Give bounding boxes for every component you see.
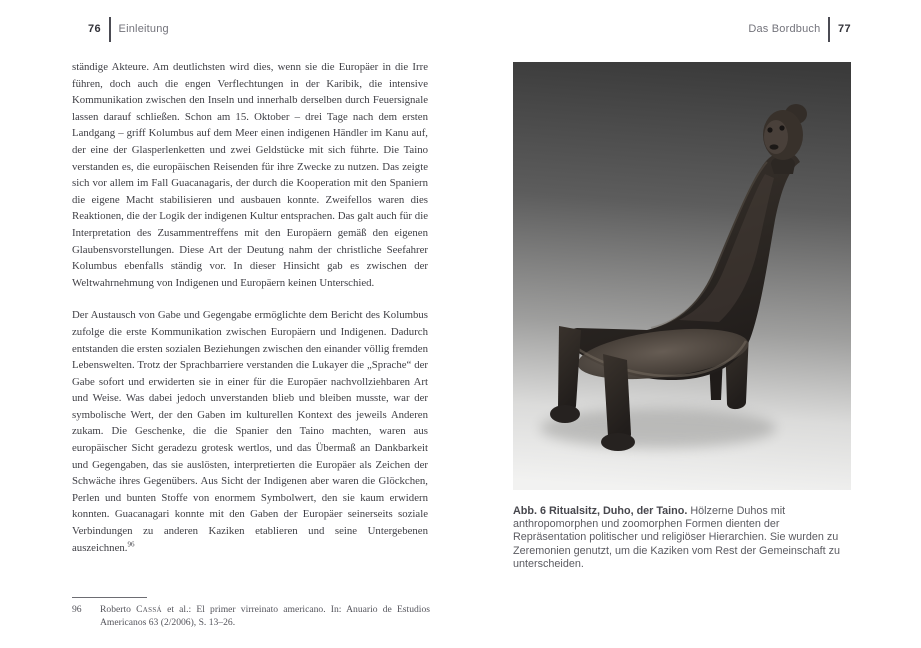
footnote-number: 96 bbox=[72, 604, 82, 615]
footnote-text bbox=[100, 604, 430, 630]
footnote-separator-rule bbox=[72, 597, 147, 598]
caption-text: Hölzerne Duhos mit anthropomorphen und zoomorphen Formen dienten der Repräsentation politischer und religiöser Hierarchien. Sie wurden zu Zeremonien genutzt, um die Kaziken vom Rest der Gemeinschaft zu unterscheiden. bbox=[513, 505, 841, 570]
figure-photo-duho bbox=[513, 62, 851, 490]
left-header-divider bbox=[109, 17, 111, 42]
right-page-number: 77 bbox=[837, 23, 851, 35]
figure-caption bbox=[513, 505, 855, 571]
body-text-column bbox=[72, 59, 428, 556]
caption-label: Abb. 6 Ritualsitz, Duho, der Taino. bbox=[513, 505, 688, 517]
paragraph-1 bbox=[72, 59, 428, 291]
paragraph-2 bbox=[72, 307, 428, 556]
right-header-divider bbox=[828, 17, 830, 42]
duho-photo bbox=[513, 62, 851, 490]
footnote bbox=[72, 604, 430, 630]
right-chapter-title: Das Bordbuch bbox=[748, 23, 821, 35]
left-page-number: 76 bbox=[88, 23, 102, 35]
footnote-author-smallcaps: Cassá bbox=[136, 604, 162, 615]
left-running-head bbox=[88, 16, 169, 42]
right-running-head bbox=[748, 16, 851, 42]
paragraph-1-text: ständige Akteure. Am deutlichsten wird dies, wenn sie die Europäer in die Irre führen, doch auch die engen Verflechtungen in der Karibik, die intensive Kommunikation zwischen den Inseln und innerhalb derselben durch Feuersignale lassen darauf schließen. Schon am 15. Oktober – drei Tage nach dem ersten Landgang – griff Kolumbus auf dem Meer einen indigenen Händler im Kanu auf, der eine der Glasperlenketten und zwei Geldstücke mit sich führte. Die Taino verstanden es, die europäischen Reisenden für ihre Zwecke zu nutzen. Das zeigte sich vor allem im Fall Guacanagaris, der durch die Kooperation mit den Spaniern die eigene Macht stabilisieren und ausbauen konnte. Zweifellos waren dies Reaktionen, die der Logik der indigenen Kultur entsprachen. Das galt auch für die Interpretation des Zusammentreffens mit den Europäern gemäß den eigenen Glaubensvorstellungen. Diese Art der Deutung nahm der christliche Seefahrer Kolumbus ebenfalls ständig vor. In dieser Hinsicht gab es zwischen der Weltwahrnehmung von Indigenen und Europäern keinen Unterschied. bbox=[72, 61, 428, 289]
footnote-author-pre: Roberto bbox=[100, 604, 137, 615]
footnote-citation: et al.: El primer virreinato americano. In: Anuario de Estudios Americanos 63 (2/2006), S. 13–26. bbox=[100, 604, 430, 628]
footnote-reference: 96 bbox=[127, 540, 135, 549]
paragraph-2-text: Der Austausch von Gabe und Gegengabe ermöglichte dem Bericht des Kolumbus zufolge die erste Kommunikation zwischen Europäern und Indigenen. Dadurch entstanden die ersten sozialen Beziehungen zwischen den einander völlig fremden Lebenswelten. Trotz der Sprachbarriere verstanden die Lukayer die „Sprache“ der Gabe sofort und erwiderten sie in einer für die Europäer nachvollziehbaren Art und Weise. Was dabei jedoch unverstanden blieb und bleiben musste, war der symbolische Wert, der den Gaben im kulturellen Kontext des jeweils Anderen zukam. Die Geschenke, die die Spanier den Taino machten, waren aus europäischer Sicht geradezu grotesk wertlos, und das Übermaß an Dankbarkeit und Gegengaben, das sie auslösten, interpretierten die Europäer als Zeichen der Schwäche ihres Gegenübers. Aus Sicht der Indigenen aber waren die Glöckchen, Perlen und bunten Stoffe von enormem Symbolwert, den sie kaum erwidern konnten. Guacanagari konnte mit den Gaben der Europäer seinerseits soziale Verbindungen zu anderen Kaziken etablieren und seine Untergebenen auszeichnen. bbox=[72, 309, 428, 554]
left-chapter-title: Einleitung bbox=[118, 23, 169, 35]
